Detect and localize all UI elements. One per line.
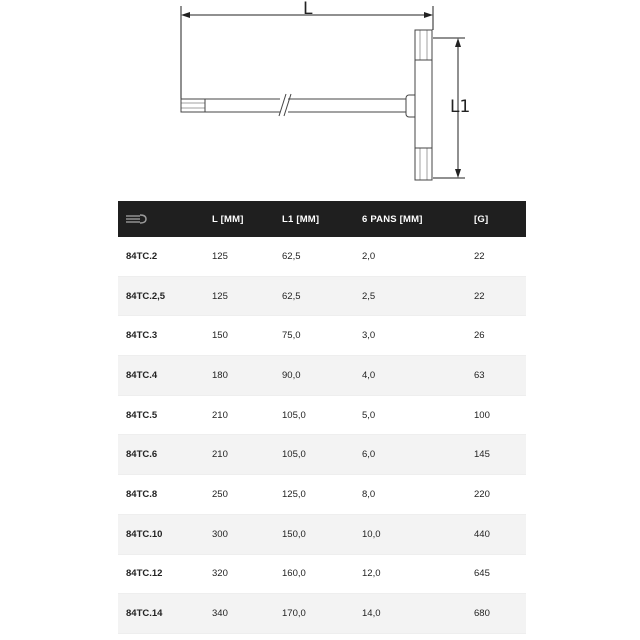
cell-hex: 3,0 bbox=[362, 316, 474, 356]
table-row bbox=[118, 435, 526, 475]
cell-reference: 84TC.2,5 bbox=[118, 276, 212, 316]
cell-l1: 62,5 bbox=[282, 237, 362, 276]
cell-l1: 150,0 bbox=[282, 514, 362, 554]
table-row bbox=[118, 356, 526, 396]
cell-reference: 84TC.14 bbox=[118, 594, 212, 634]
cell-l1: 75,0 bbox=[282, 316, 362, 356]
wrench-drawing bbox=[0, 0, 640, 200]
cell-l1: 125,0 bbox=[282, 475, 362, 515]
cell-l: 210 bbox=[212, 435, 282, 475]
cell-weight: 100 bbox=[474, 395, 526, 435]
cell-l1: 90,0 bbox=[282, 356, 362, 396]
specification-table bbox=[118, 201, 526, 634]
cell-hex: 5,0 bbox=[362, 395, 474, 435]
cell-l: 125 bbox=[212, 237, 282, 276]
cell-l1: 105,0 bbox=[282, 435, 362, 475]
header-reference bbox=[118, 201, 212, 237]
cell-hex: 2,0 bbox=[362, 237, 474, 276]
cell-weight: 440 bbox=[474, 514, 526, 554]
cell-l1: 105,0 bbox=[282, 395, 362, 435]
height-label: L1 bbox=[450, 97, 471, 117]
cell-weight: 22 bbox=[474, 276, 526, 316]
cell-l1: 160,0 bbox=[282, 554, 362, 594]
cell-l: 180 bbox=[212, 356, 282, 396]
wrench-shaft bbox=[181, 99, 408, 112]
table-row bbox=[118, 316, 526, 356]
cell-l1: 62,5 bbox=[282, 276, 362, 316]
table-row bbox=[118, 514, 526, 554]
cell-hex: 2,5 bbox=[362, 276, 474, 316]
header-hex: 6 PANS [MM] bbox=[362, 201, 474, 237]
cell-weight: 145 bbox=[474, 435, 526, 475]
cell-l: 150 bbox=[212, 316, 282, 356]
cell-reference: 84TC.6 bbox=[118, 435, 212, 475]
table-row bbox=[118, 475, 526, 515]
cell-reference: 84TC.10 bbox=[118, 514, 212, 554]
cell-l: 210 bbox=[212, 395, 282, 435]
cell-hex: 4,0 bbox=[362, 356, 474, 396]
cell-weight: 680 bbox=[474, 594, 526, 634]
cell-hex: 12,0 bbox=[362, 554, 474, 594]
cell-reference: 84TC.5 bbox=[118, 395, 212, 435]
cell-l: 300 bbox=[212, 514, 282, 554]
cell-hex: 10,0 bbox=[362, 514, 474, 554]
cell-hex: 8,0 bbox=[362, 475, 474, 515]
table-header-row bbox=[118, 201, 526, 237]
cell-hex: 6,0 bbox=[362, 435, 474, 475]
header-l: L [MM] bbox=[212, 201, 282, 237]
cell-l: 250 bbox=[212, 475, 282, 515]
table-row bbox=[118, 395, 526, 435]
wrench-t-bar bbox=[415, 30, 432, 180]
cell-reference: 84TC.2 bbox=[118, 237, 212, 276]
cell-weight: 220 bbox=[474, 475, 526, 515]
cell-weight: 22 bbox=[474, 237, 526, 276]
cell-reference: 84TC.4 bbox=[118, 356, 212, 396]
cell-weight: 63 bbox=[474, 356, 526, 396]
cell-reference: 84TC.3 bbox=[118, 316, 212, 356]
cell-hex: 14,0 bbox=[362, 594, 474, 634]
table-row bbox=[118, 276, 526, 316]
table-row bbox=[118, 237, 526, 276]
table-row bbox=[118, 554, 526, 594]
cell-l: 320 bbox=[212, 554, 282, 594]
table-row bbox=[118, 594, 526, 634]
cell-reference: 84TC.8 bbox=[118, 475, 212, 515]
cell-l1: 170,0 bbox=[282, 594, 362, 634]
header-weight: [G] bbox=[474, 201, 526, 237]
length-label: L bbox=[303, 0, 313, 19]
cell-weight: 645 bbox=[474, 554, 526, 594]
t-handle-wrench-diagram bbox=[0, 0, 640, 200]
cell-l: 125 bbox=[212, 276, 282, 316]
cell-weight: 26 bbox=[474, 316, 526, 356]
cell-l: 340 bbox=[212, 594, 282, 634]
length-dimension bbox=[181, 6, 433, 100]
header-l1: L1 [MM] bbox=[282, 201, 362, 237]
cell-reference: 84TC.12 bbox=[118, 554, 212, 594]
reference-icon bbox=[126, 214, 148, 224]
